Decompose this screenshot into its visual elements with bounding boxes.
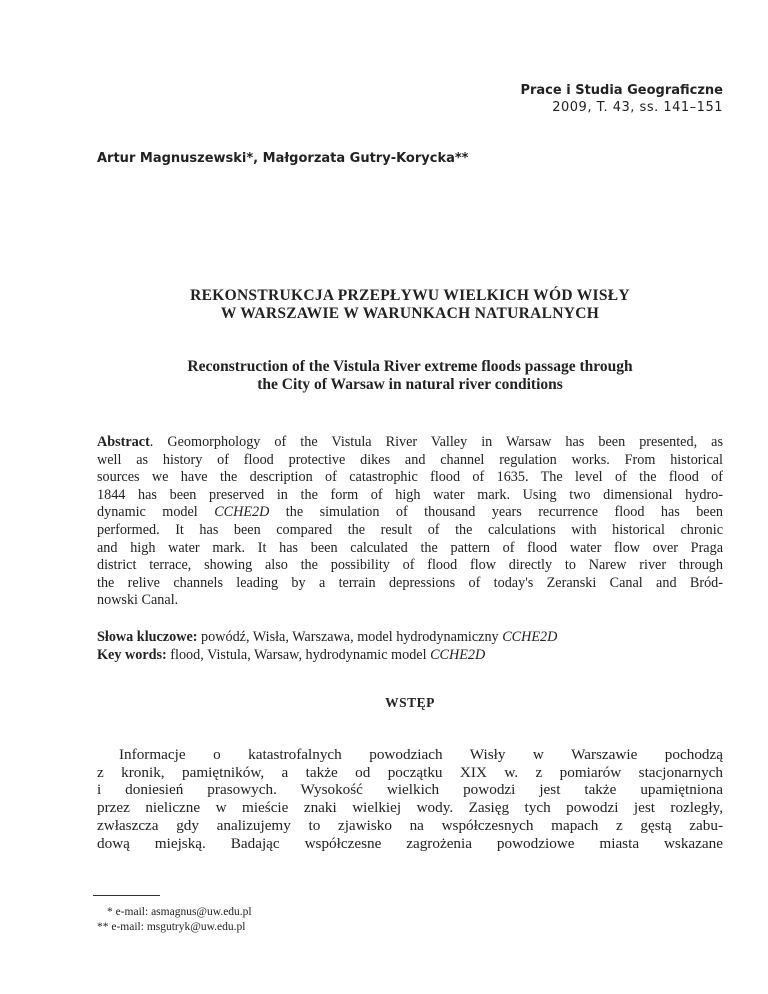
keywords-label: Key words: (97, 646, 167, 663)
abstract-line: nowski Canal. (97, 592, 179, 609)
keywords-text: powódź, Wisła, Warszawa, model hydrodynamiczny (197, 629, 503, 645)
body-line: i doniesień prasowych. Wysokość wielkich powodzi jest także upamiętniona (97, 781, 723, 799)
abstract-text: the simulation of thousand years recurrence flood has been (269, 504, 723, 521)
title-polish (97, 287, 723, 323)
footnote: * e-mail: asmagnus@uw.edu.pl (107, 906, 252, 918)
abstract (97, 434, 723, 610)
body-line: zwłaszcza gdy analizujemy to zjawisko na współczesnych mapach z gęstą zabu- (97, 816, 723, 834)
keywords-text: flood, Vistula, Warsaw, hydrodynamic model (166, 646, 431, 663)
abstract-line: sources we have the description of catastrophic flood of 1635. The level of the flood of (97, 469, 723, 486)
abstract-line: performed. It has been compared the result of the calculations with historical chronic (97, 521, 723, 538)
title-english-line: Reconstruction of the Vistula River extreme floods passage through (187, 358, 633, 375)
abstract-text: . Geomorphology of the Vistula River Valley in Warsaw has been presented, as (149, 434, 723, 450)
abstract-line (97, 434, 723, 452)
body-text (97, 746, 723, 852)
abstract-text: dynamic model (97, 504, 215, 521)
abstract-line (97, 504, 723, 522)
keywords-polish (97, 629, 723, 647)
title-polish-line: REKONSTRUKCJA PRZEPŁYWU WIELKICH WÓD WISŁY (190, 287, 630, 304)
keywords-label: Słowa kluczowe: (97, 629, 198, 645)
abstract-line: the relive channels leading by a terrain depressions of today's Zeranski Canal and Bród- (97, 574, 723, 591)
model-name: CCHE2D (502, 629, 558, 645)
footnote-separator (93, 895, 160, 896)
footnote: ** e-mail: msgutryk@uw.edu.pl (97, 921, 246, 933)
body-line: z kronik, pamiętników, a także od początku XIX w. z pomiarów stacjonarnych (97, 763, 723, 781)
body-line: przez nieliczne w mieście znaki wielkiej wody. Zasięg tych powodzi jest rozległy, (97, 799, 723, 817)
footnotes (97, 905, 252, 935)
model-name: CCHE2D (214, 504, 270, 521)
title-polish-line: W WARSZAWIE W WARUNKACH NATURALNYCH (220, 305, 600, 322)
abstract-line: well as history of flood protective dikes and channel regulation works. From historical (97, 451, 723, 468)
abstract-line: and high water mark. It has been calculated the pattern of flood water flow over Praga (97, 539, 723, 556)
title-english (97, 358, 723, 394)
abstract-line: 1844 has been preserved in the form of high water mark. Using two dimensional hydro- (97, 486, 723, 503)
section-heading: WSTĘP (385, 695, 435, 710)
abstract-line: district terrace, showing also the possibility of flood flow directly to Narew river through (97, 557, 723, 574)
abstract-label: Abstract (97, 434, 150, 450)
keywords (97, 629, 723, 664)
authors: Artur Magnuszewski*, Małgorzata Gutry-Korycka** (97, 151, 469, 166)
journal-name: Prace i Studia Geograficzne (520, 83, 723, 98)
model-name: CCHE2D (430, 646, 486, 663)
title-english-line: the City of Warsaw in natural river conditions (257, 376, 563, 393)
journal-issue: 2009, T. 43, ss. 141–151 (552, 100, 723, 115)
keywords-english (97, 647, 723, 665)
body-line: Informacje o katastrofalnych powodziach Wisły w Warszawie pochodzą (119, 746, 723, 763)
body-line: dową miejską. Badając współczesne zagrożenia powodziowe miasta wskazane (97, 834, 723, 852)
